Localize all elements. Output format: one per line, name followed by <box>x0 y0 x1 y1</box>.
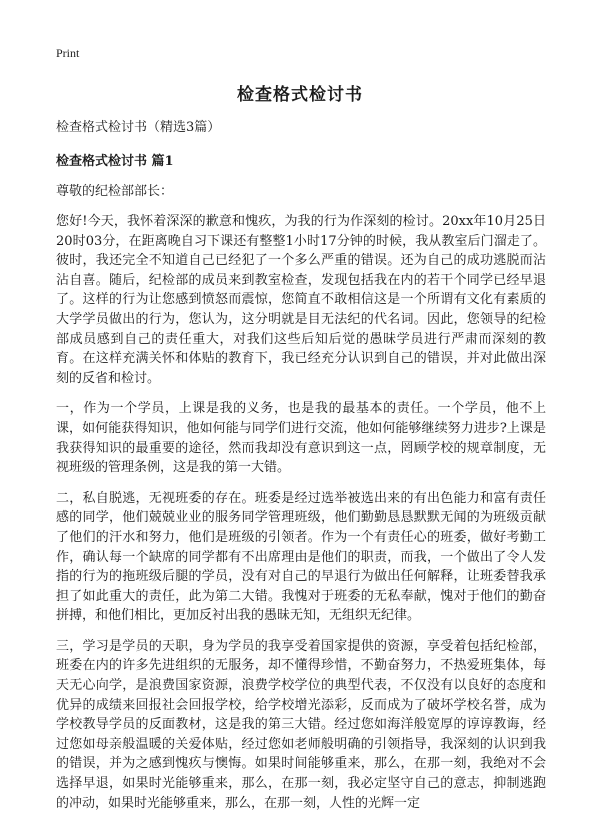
paragraph-point-3: 三，学习是学员的天职，身为学员的我享受着国家提供的资源，享受着包括纪检部，班委在内的许多先进组织的无服务，却不懂得珍惜，不勤奋努力，不热爱班集体，每天无心向学，是浪费国家资源，浪费学校学位的典型代表，不仅没有以良好的态度和优异的成绩来回报社会回报学校，给学校增光添彩，反而成为了破坏学校名誉，成为学校教导学员的反面教材，这是我的第三大错。经过您如海洋般宽厚的谆谆教诲，经过您如母亲般温暖的关爱体贴，经过您如老师般明确的引领指导，我深刻的认识到我的错误，并为之感到愧疚与懊悔。如果时间能够重来，那么，在那一刻，我绝对不会选择早退，如果时光能够重来，那么，在那一刻，我必定坚守自己的意志，抑制逃跑的冲动，如果时光能够重来，那么，在那一刻，人性的光辉一定 <box>56 638 546 811</box>
paragraph-intro: 您好!今天，我怀着深深的歉意和愧疚，为我的行为作深刻的检讨。20xx年10月25日20时03分，在距离晚自习下课还有整整1小时17分钟的时候，我从教室后门溜走了。彼时，我还完全不知道自己已经犯了一个多么严重的错误。还为自己的成功逃脱而沾沾自喜。随后，纪检部的成员来到教室检查，发现包括我在内的若干个同学已经早退了。这样的行为让您感到愤怒而震惊，您简直不敢相信这是一个所谓有文化有素质的大学学员做出的行为，您认为，这分明就是目无法纪的代名词。因此，您领导的纪检部成员感到自己的责任重大，对我们这些后知后觉的愚昧学员进行严肃而深刻的教育。在这样充满关怀和体贴的教育下，我已经充分认识到自己的错误，并对此做出深刻的反省和检讨。 <box>56 214 546 386</box>
salutation: 尊敬的纪检部部长： <box>56 184 174 199</box>
page-title: 检查格式检讨书 <box>237 85 363 105</box>
paragraph-point-2: 二，私自脱逃，无视班委的存在。班委是经过选举被选出来的有出色能力和富有责任感的同学，他们兢兢业业的服务同学管理班级，他们勤勤恳恳默默无闻的为班级贡献了他们的汗水和努力，他们是班级的引领者。作为一个有责任心的班委，做好考勤工作，确认每一个缺席的同学都有不出席理由是他们的职责，而我，一个做出了令人发指的行为的拖班级后腿的学员，没有对自己的早退行为做出任何解释，让班委替我承担了如此重大的责任，此为第二大错。我愧对于班委的无私奉献，愧对于他们的勤奋拼搏，和他们相比，更加反衬出我的愚昧无知，无组织无纪律。 <box>56 490 546 624</box>
document-body <box>56 118 546 824</box>
paragraph-point-1: 一，作为一个学员，上课是我的义务，也是我的最基本的责任。一个学员，他不上课，如何能获得知识，他如何能与同学们进行交流，他如何能够继续努力进步?上课是我获得知识的最重要的途径，然而我却没有意识到这一点，罔顾学校的规章制度，无视班级的管理条例，这是我的第一大错。 <box>56 401 546 476</box>
document-subtitle: 检查格式检讨书（精选3篇） <box>56 120 221 135</box>
section-heading: 检查格式检讨书 篇1 <box>56 154 174 169</box>
print-link[interactable]: Print <box>56 46 80 60</box>
